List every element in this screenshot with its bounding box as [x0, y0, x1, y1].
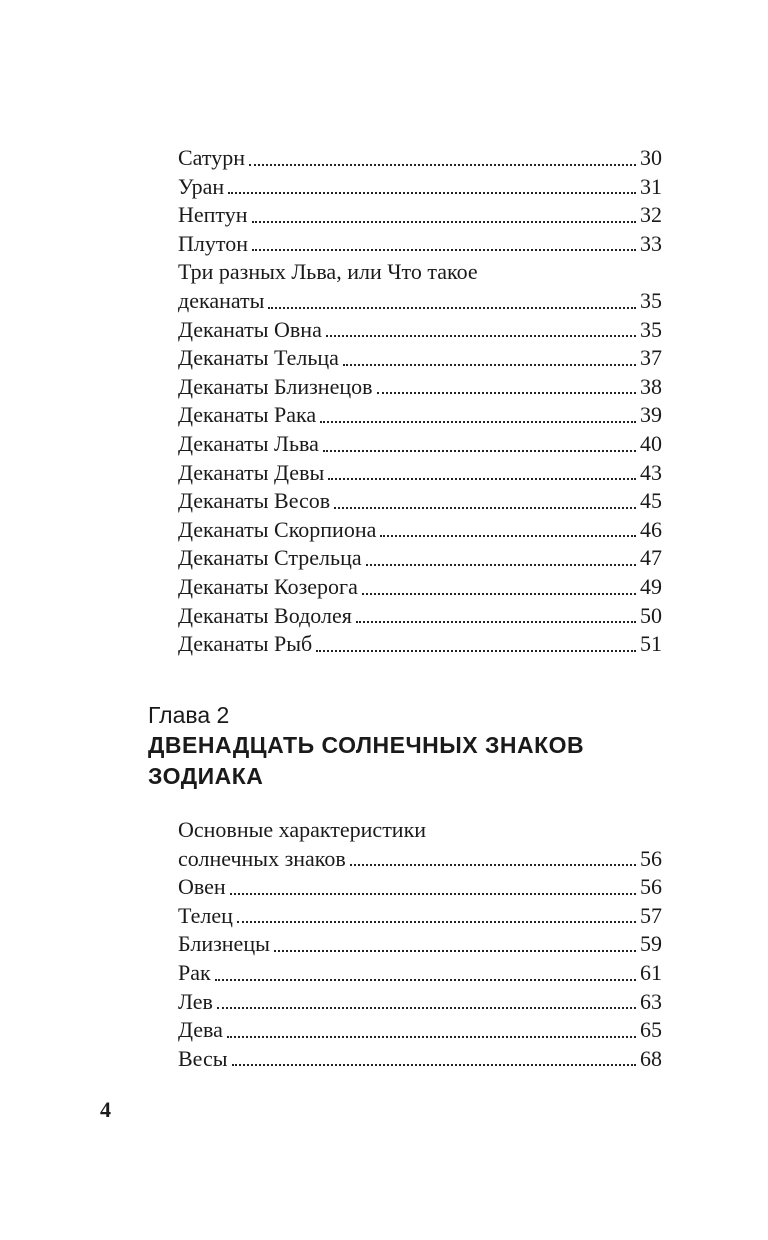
toc-entry — [178, 201, 662, 230]
table-of-contents-part2 — [178, 816, 662, 1073]
dot-leader — [252, 248, 636, 251]
toc-entry-title: Деканаты Водолея — [178, 602, 352, 628]
toc-entry-page: 33 — [640, 230, 662, 256]
toc-entry-title: деканаты — [178, 287, 265, 313]
chapter-title-line1: ДВЕНАДЦАТЬ СОЛНЕЧНЫХ ЗНАКОВ — [148, 732, 585, 758]
dot-leader — [328, 477, 636, 480]
toc-entry-page: 50 — [640, 602, 662, 628]
toc-entry-page: 63 — [640, 988, 662, 1014]
toc-entry-title: Овен — [178, 874, 226, 900]
toc-entry-title: Уран — [178, 173, 225, 199]
toc-entry-page: 51 — [640, 631, 662, 657]
toc-entry-title-line1: Основные характеристики — [178, 817, 427, 842]
toc-entry — [178, 144, 662, 173]
dot-leader — [334, 506, 636, 509]
toc-entry-page: 47 — [640, 545, 662, 571]
dot-leader — [380, 534, 636, 537]
toc-entry-page: 32 — [640, 202, 662, 228]
toc-entry — [178, 1016, 662, 1045]
toc-entry — [178, 401, 662, 430]
toc-entry-title: Деканаты Козерога — [178, 573, 358, 599]
toc-entry — [178, 1045, 662, 1074]
toc-entry-title: Рак — [178, 959, 211, 985]
toc-entry-title: Дева — [178, 1017, 223, 1043]
dot-leader — [316, 649, 636, 652]
dot-leader — [232, 1063, 636, 1066]
toc-entry-title: Лев — [178, 988, 213, 1014]
toc-entry-title: Деканаты Весов — [178, 488, 331, 514]
toc-entry — [178, 544, 662, 573]
toc-entry-page: 68 — [640, 1045, 662, 1071]
toc-entry — [178, 459, 662, 488]
toc-entry-title-line1: Три разных Льва, или Что такое — [178, 259, 478, 285]
toc-entry — [178, 845, 662, 874]
toc-entry-title: солнечных знаков — [178, 845, 346, 871]
toc-entry-page: 61 — [640, 959, 662, 985]
toc-entry-title: Деканаты Стрельца — [178, 545, 362, 571]
table-of-contents-part1 — [178, 144, 662, 659]
toc-entry-page: 45 — [640, 488, 662, 514]
dot-leader — [366, 563, 636, 566]
toc-entry — [178, 230, 662, 259]
toc-entry-title: Сатурн — [178, 145, 245, 170]
toc-entry-title: Деканаты Рака — [178, 402, 317, 428]
toc-entry-page: 43 — [640, 459, 662, 485]
toc-entry-page: 30 — [640, 145, 662, 170]
toc-entry — [178, 487, 662, 516]
toc-entry-title: Нептун — [178, 202, 248, 228]
toc-entry-page: 37 — [640, 345, 662, 371]
toc-entry — [178, 344, 662, 373]
dot-leader — [343, 363, 636, 366]
dot-leader — [377, 391, 636, 394]
toc-entry-page: 59 — [640, 931, 662, 957]
chapter-label: Глава 2 — [148, 702, 230, 728]
toc-entry-title: Близнецы — [178, 931, 270, 957]
toc-entry — [178, 573, 662, 602]
toc-entry — [178, 516, 662, 545]
chapter-heading — [148, 700, 688, 792]
toc-entry — [178, 902, 662, 931]
dot-leader — [268, 306, 636, 309]
toc-entry-page: 56 — [640, 874, 662, 900]
toc-entry-title: Деканаты Льва — [178, 430, 319, 456]
toc-entry — [178, 602, 662, 631]
toc-entry — [178, 988, 662, 1017]
toc-entry-title: Деканаты Скорпиона — [178, 516, 377, 542]
toc-entry-title: Весы — [178, 1045, 228, 1071]
toc-entry — [178, 287, 662, 316]
toc-entry-page: 35 — [640, 287, 662, 313]
toc-entry-page: 40 — [640, 430, 662, 456]
toc-entry-page: 39 — [640, 402, 662, 428]
dot-leader — [228, 191, 636, 194]
toc-entry-page: 35 — [640, 316, 662, 342]
toc-entry-title: Деканаты Тельца — [178, 345, 339, 371]
toc-entry — [178, 373, 662, 402]
toc-entry — [178, 630, 662, 659]
dot-leader — [237, 920, 636, 923]
toc-entry-page: 38 — [640, 373, 662, 399]
toc-entry — [178, 173, 662, 202]
page-number: 4 — [100, 1097, 111, 1122]
toc-entry — [178, 873, 662, 902]
toc-entry-title: Деканаты Близнецов — [178, 373, 373, 399]
toc-entry — [178, 430, 662, 459]
dot-leader — [356, 620, 636, 623]
dot-leader — [230, 892, 636, 895]
toc-entry-page: 57 — [640, 902, 662, 928]
toc-entry — [178, 316, 662, 345]
dot-leader — [320, 420, 636, 423]
dot-leader — [215, 978, 636, 981]
toc-entry-title: Плутон — [178, 230, 248, 256]
chapter-title-line2: ЗОДИАКА — [148, 763, 264, 789]
dot-leader — [274, 949, 636, 952]
dot-leader — [217, 1006, 636, 1009]
toc-entry-title: Деканаты Рыб — [178, 631, 313, 657]
dot-leader — [249, 163, 636, 166]
toc-entry-page: 65 — [640, 1017, 662, 1043]
toc-entry — [178, 959, 662, 988]
dot-leader — [350, 863, 636, 866]
dot-leader — [326, 334, 636, 337]
dot-leader — [323, 449, 636, 452]
toc-entry-title: Деканаты Овна — [178, 316, 322, 342]
toc-entry-title: Деканаты Девы — [178, 459, 325, 485]
dot-leader — [252, 220, 636, 223]
dot-leader — [362, 592, 636, 595]
toc-entry-page: 46 — [640, 516, 662, 542]
toc-entry-page: 31 — [640, 173, 662, 199]
toc-entry-title: Телец — [178, 902, 233, 928]
toc-entry-page: 56 — [640, 845, 662, 871]
dot-leader — [227, 1035, 636, 1038]
toc-entry — [178, 930, 662, 959]
toc-entry-page: 49 — [640, 573, 662, 599]
